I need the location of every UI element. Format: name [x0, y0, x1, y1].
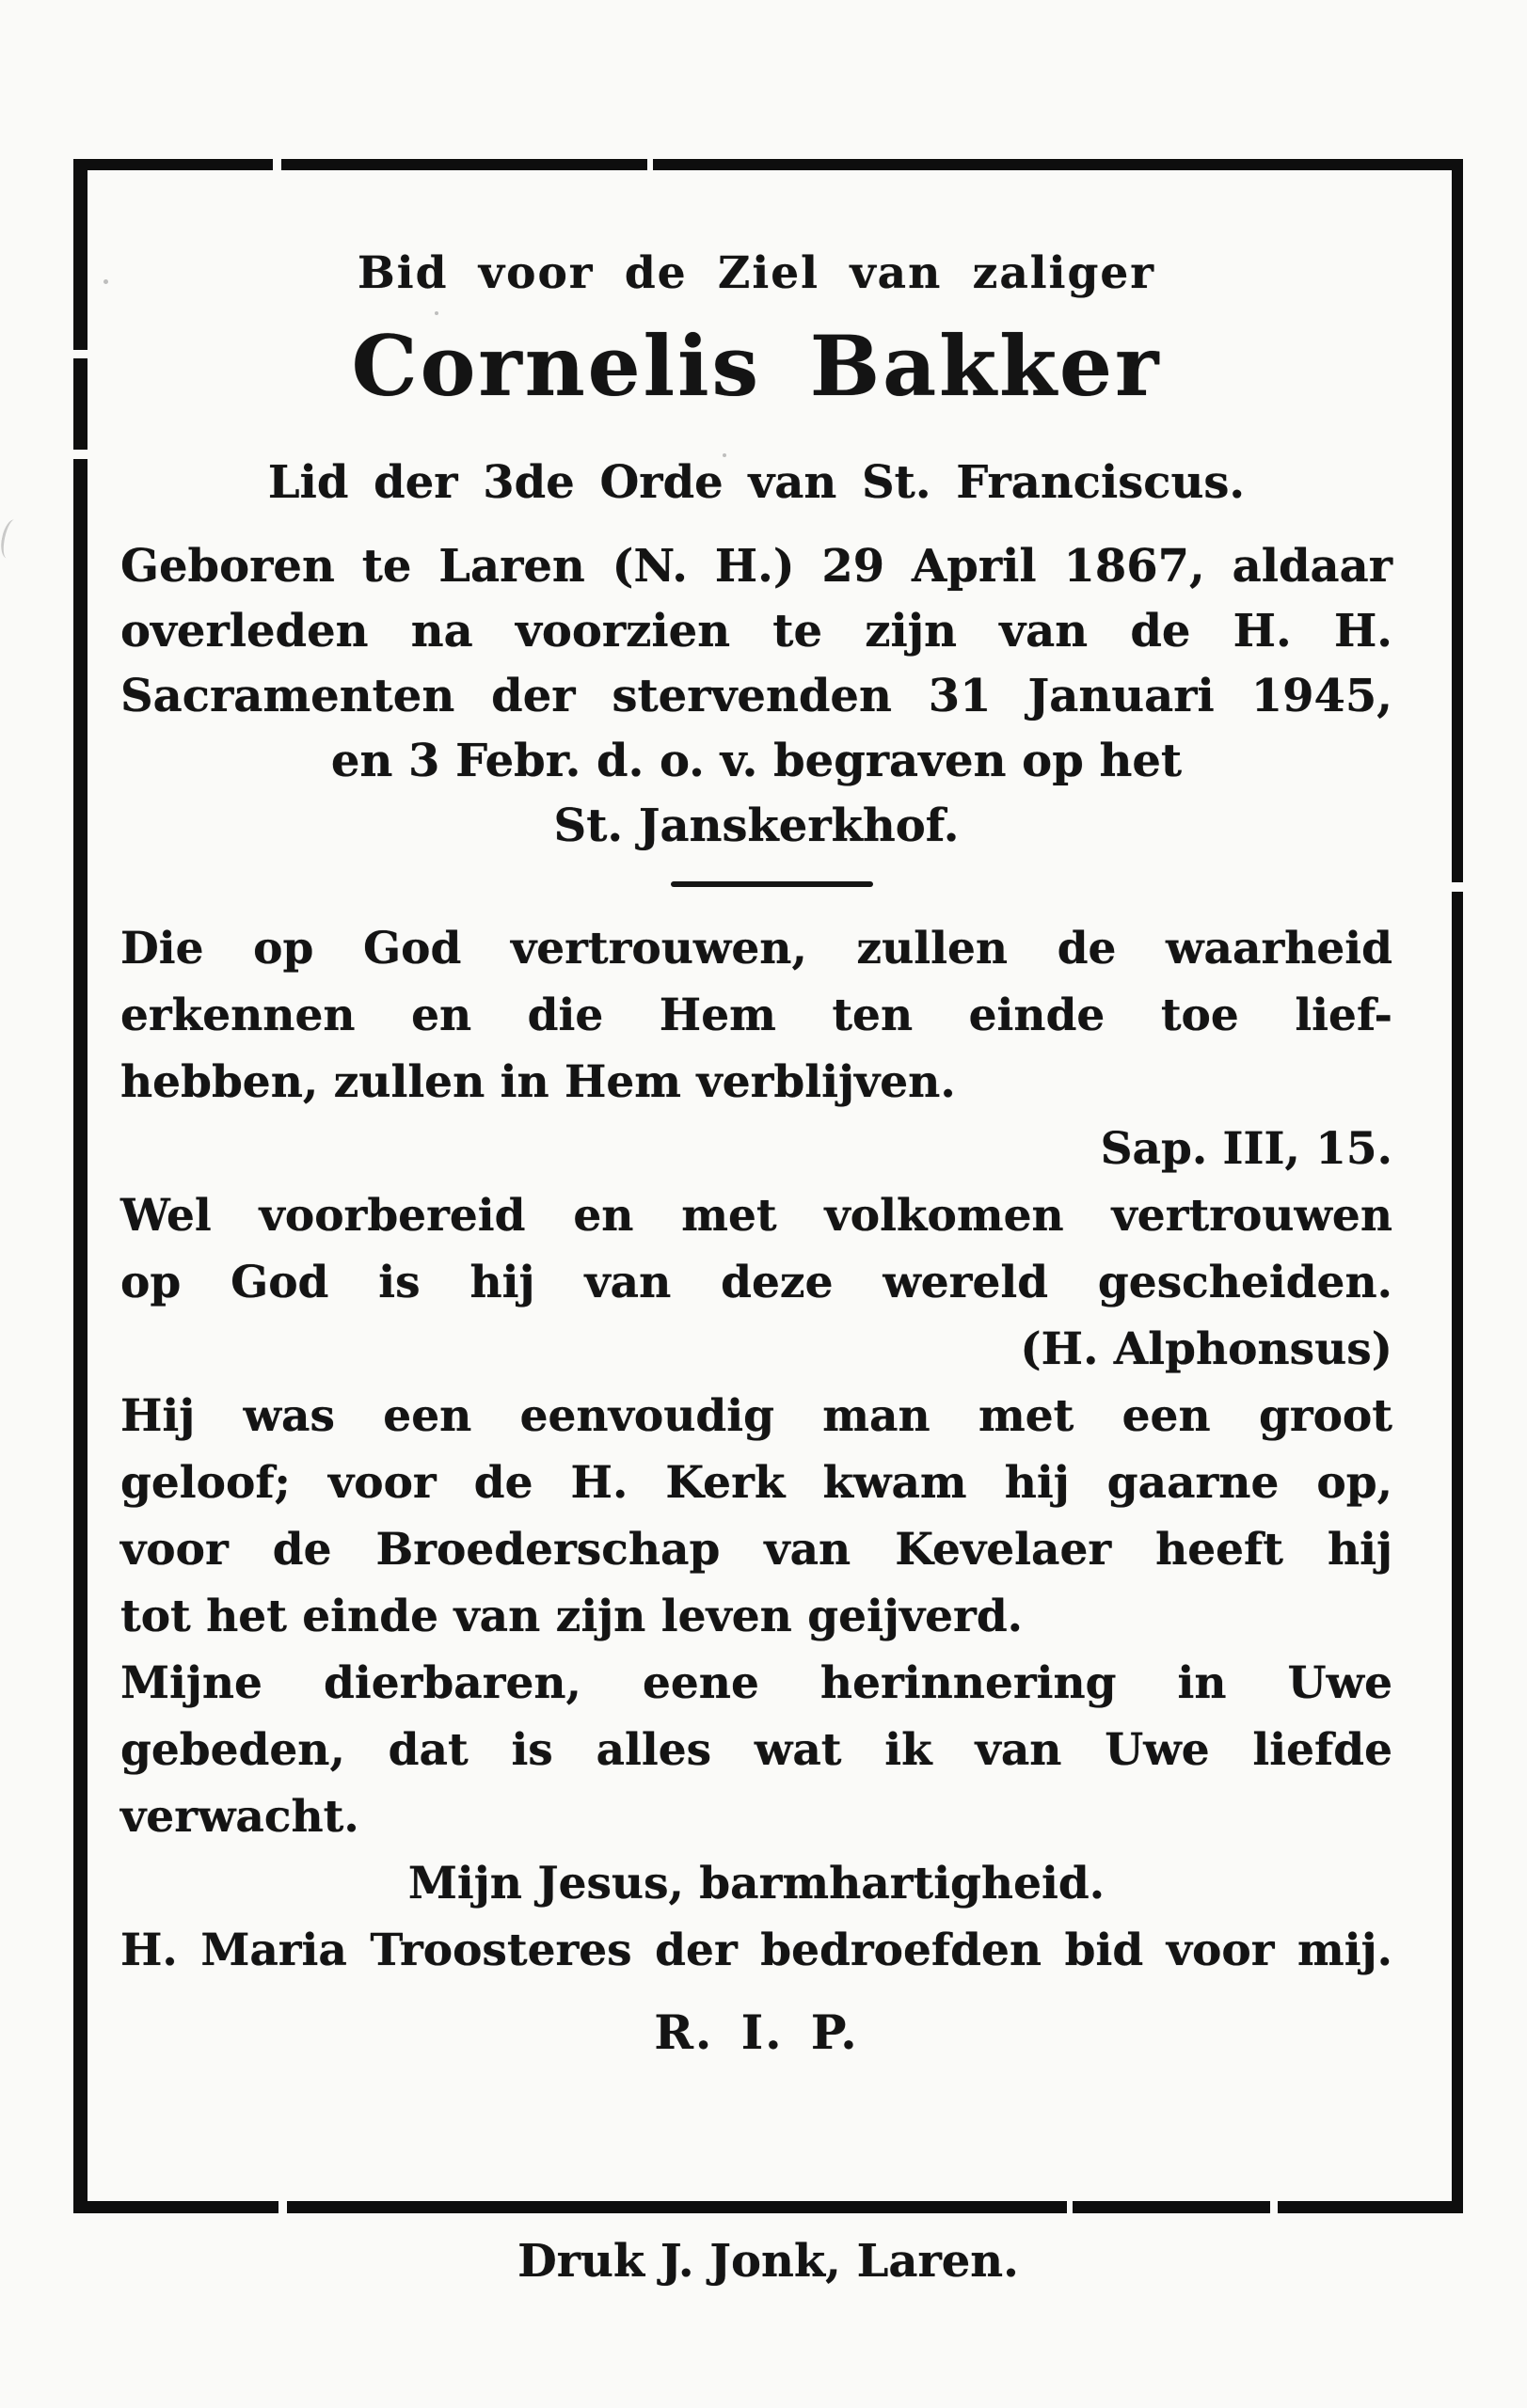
body-text-line: verwacht.: [120, 1791, 359, 1843]
border-gap: [273, 155, 281, 172]
border-gap: [68, 450, 92, 459]
invocation-line: Mijn Jesus, barmhartigheid.: [407, 1858, 1105, 1909]
vitals-line: Geboren te Laren (N. H.) 29 April 1867, aldaar: [120, 540, 1392, 593]
border-gap: [1438, 882, 1466, 892]
maria-invocation-line: H. Maria Troosteres der bedroefden bid voor mij.: [120, 1925, 1392, 1976]
attribution-line: (H. Alphonsus): [1020, 1323, 1392, 1375]
body-text-line: Die op God vertrouwen, zullen de waarheid: [120, 923, 1392, 974]
body-text-line: voor de Broederschap van Kevelaer heeft hij: [120, 1524, 1392, 1576]
border-gap: [68, 350, 92, 358]
section-divider-rule: [671, 881, 873, 887]
body-text-line: Mijne dierbaren, eene herinnering in Uwe: [120, 1657, 1392, 1709]
body-text-line: tot het einde van zijn leven geijverd.: [120, 1591, 1024, 1642]
body-text-line: Hij was een eenvoudig man met een groot: [120, 1390, 1392, 1442]
body-paragraphs: [120, 915, 1392, 1984]
scripture-reference-line: Sap. III, 15.: [1100, 1123, 1392, 1175]
body-text-line: Wel voorbereid en met volkomen vertrouwen: [120, 1190, 1392, 1242]
scan-artifact-mark: [0, 517, 24, 560]
vitals-line: Sacramenten der stervenden 31 Januari 1945,: [120, 670, 1392, 722]
border-gap: [278, 2197, 287, 2216]
prayer-intro-line: Bid voor de Ziel van zaliger: [357, 247, 1156, 299]
vitals-line: St. Janskerkhof.: [553, 800, 960, 852]
order-membership-line: Lid der 3de Orde van St. Franciscus.: [267, 456, 1246, 509]
border-gap: [647, 155, 653, 172]
body-text-line: op God is hij van deze wereld gescheiden.: [120, 1257, 1392, 1308]
body-text-line: geloof; voor de H. Kerk kwam hij gaarne op,: [120, 1457, 1392, 1509]
vitals-line: overleden na voorzien te zijn van de H. H.: [120, 605, 1392, 657]
body-text-line: hebben, zullen in Hem verblijven.: [120, 1056, 956, 1108]
body-text-line: erkennen en die Hem ten einde toe lief-: [120, 990, 1392, 1041]
deceased-name: Cornelis Bakker: [351, 317, 1162, 415]
vitals-paragraph: [120, 534, 1392, 859]
imprint-line: Druk J. Jonk, Laren.: [517, 2235, 1019, 2288]
border-gap: [1270, 2197, 1278, 2216]
rip-line: R. I. P.: [654, 2004, 859, 2060]
memorial-card-frame: [73, 159, 1463, 2213]
vitals-line: en 3 Febr. d. o. v. begraven op het: [330, 735, 1183, 787]
border-gap: [1067, 2197, 1073, 2216]
body-text-line: gebeden, dat is alles wat ik van Uwe liefde: [120, 1724, 1392, 1776]
card-content: [87, 247, 1452, 2278]
